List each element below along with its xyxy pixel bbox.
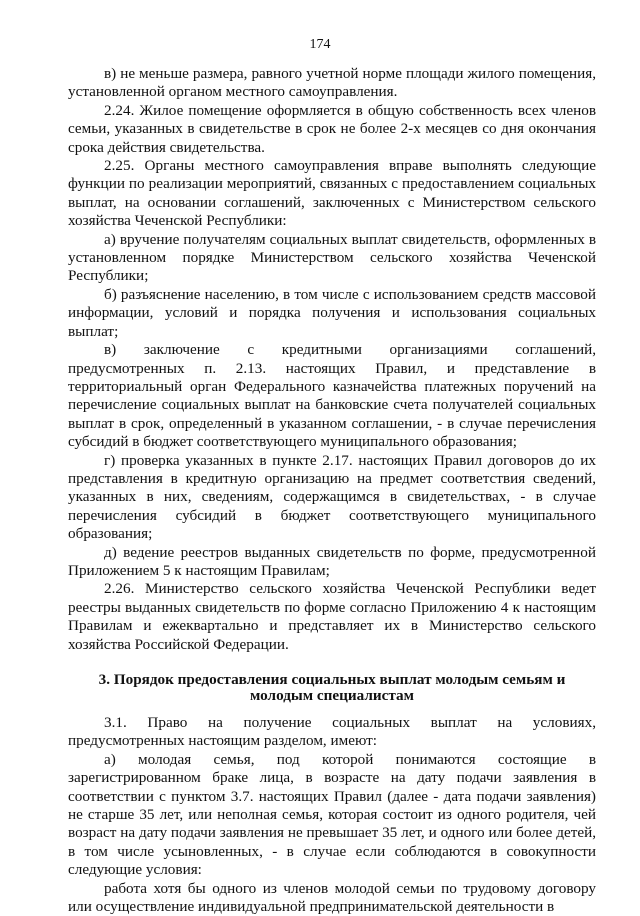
paragraph-2-25-v: в) заключение с кредитными организациями соглашений, предусмотренных п. 2.13. настоящих Правил, и представление в территориальный орган Федерального казначейства платежных поручений на перечисление социальных выплат на банковские счета получателей социальных выплат в срок, определенный в указанном соглашении, - в случае перечисления субсидий в бюджет соответствующего муниципального образования; <box>68 341 596 451</box>
page-number: 174 <box>309 37 331 52</box>
paragraph-2-26: 2.26. Министерство сельского хозяйства Чеченской Республики ведет реестры выданных свидетельств по форме согласно Приложению 4 к настоящим Правилам и ежеквартально и представляет их в Министерство сельского хозяйства Российской Федерации. <box>68 580 596 653</box>
paragraph-2-25-a: а) вручение получателям социальных выплат свидетельств, оформленных в установленном порядке Министерством сельского хозяйства Чеченской Республики; <box>68 230 596 285</box>
paragraph-2-25: 2.25. Органы местного самоуправления вправе выполнять следующие функции по реализации мероприятий, связанных с предоставлением социальных выплат, на основании соглашений, заключенных с Министерством сельского хозяйства Чеченской Республики: <box>68 157 596 230</box>
paragraph-work-condition: работа хотя бы одного из членов молодой семьи по трудовому договору или осуществление индивидуальной предпринимательской деятельности в <box>68 879 596 916</box>
paragraph-3-1: 3.1. Право на получение социальных выплат на условиях, предусмотренных настоящим разделом, имеют: <box>68 714 596 750</box>
paragraph-2-25-d: д) ведение реестров выданных свидетельств по форме, предусмотренной Приложением 5 к настоящим Правилам; <box>68 543 596 579</box>
section-heading-line-2: молодым специалистам <box>250 687 414 704</box>
paragraph-2-24: 2.24. Жилое помещение оформляется в общую собственность всех членов семьи, указанных в свидетельстве в срок не более 2-х месяцев со дня окончания срока действия свидетельства. <box>68 101 596 156</box>
paragraph-2-25-g: г) проверка указанных в пункте 2.17. настоящих Правил договоров до их представления в кредитную организацию на предмет соответствия сведений, указанных в них, сведениям, содержащимся в свидетельствах, - в случае перечисления субсидий в бюджет соответствующего муниципального образования; <box>68 451 596 543</box>
section-heading-line-1: 3. Порядок предоставления социальных выплат молодым семьям и <box>98 671 566 688</box>
document-body <box>68 65 596 916</box>
paragraph-2-23-v: в) не меньше размера, равного учетной норме площади жилого помещения, установленной органом местного самоуправления. <box>68 65 596 101</box>
paragraph-3-1-a: а) молодая семья, под которой понимаются состоящие в зарегистрированном браке лица, в возрасте на дату подачи заявления в соответствии с пунктом 3.7. настоящих Правил (далее - дата подачи заявления) не старше 35 лет, или неполная семья, которая состоит из одного родителя, чей возраст на дату подачи заявления не превышает 35 лет, и одного или более детей, в том числе усыновленных, - в случае если соблюдаются в совокупности следующие условия: <box>68 750 596 879</box>
section-heading <box>68 672 596 704</box>
paragraph-2-25-b: б) разъяснение населению, в том числе с использованием средств массовой информации, условий и порядка получения и использования социальных выплат; <box>68 285 596 340</box>
